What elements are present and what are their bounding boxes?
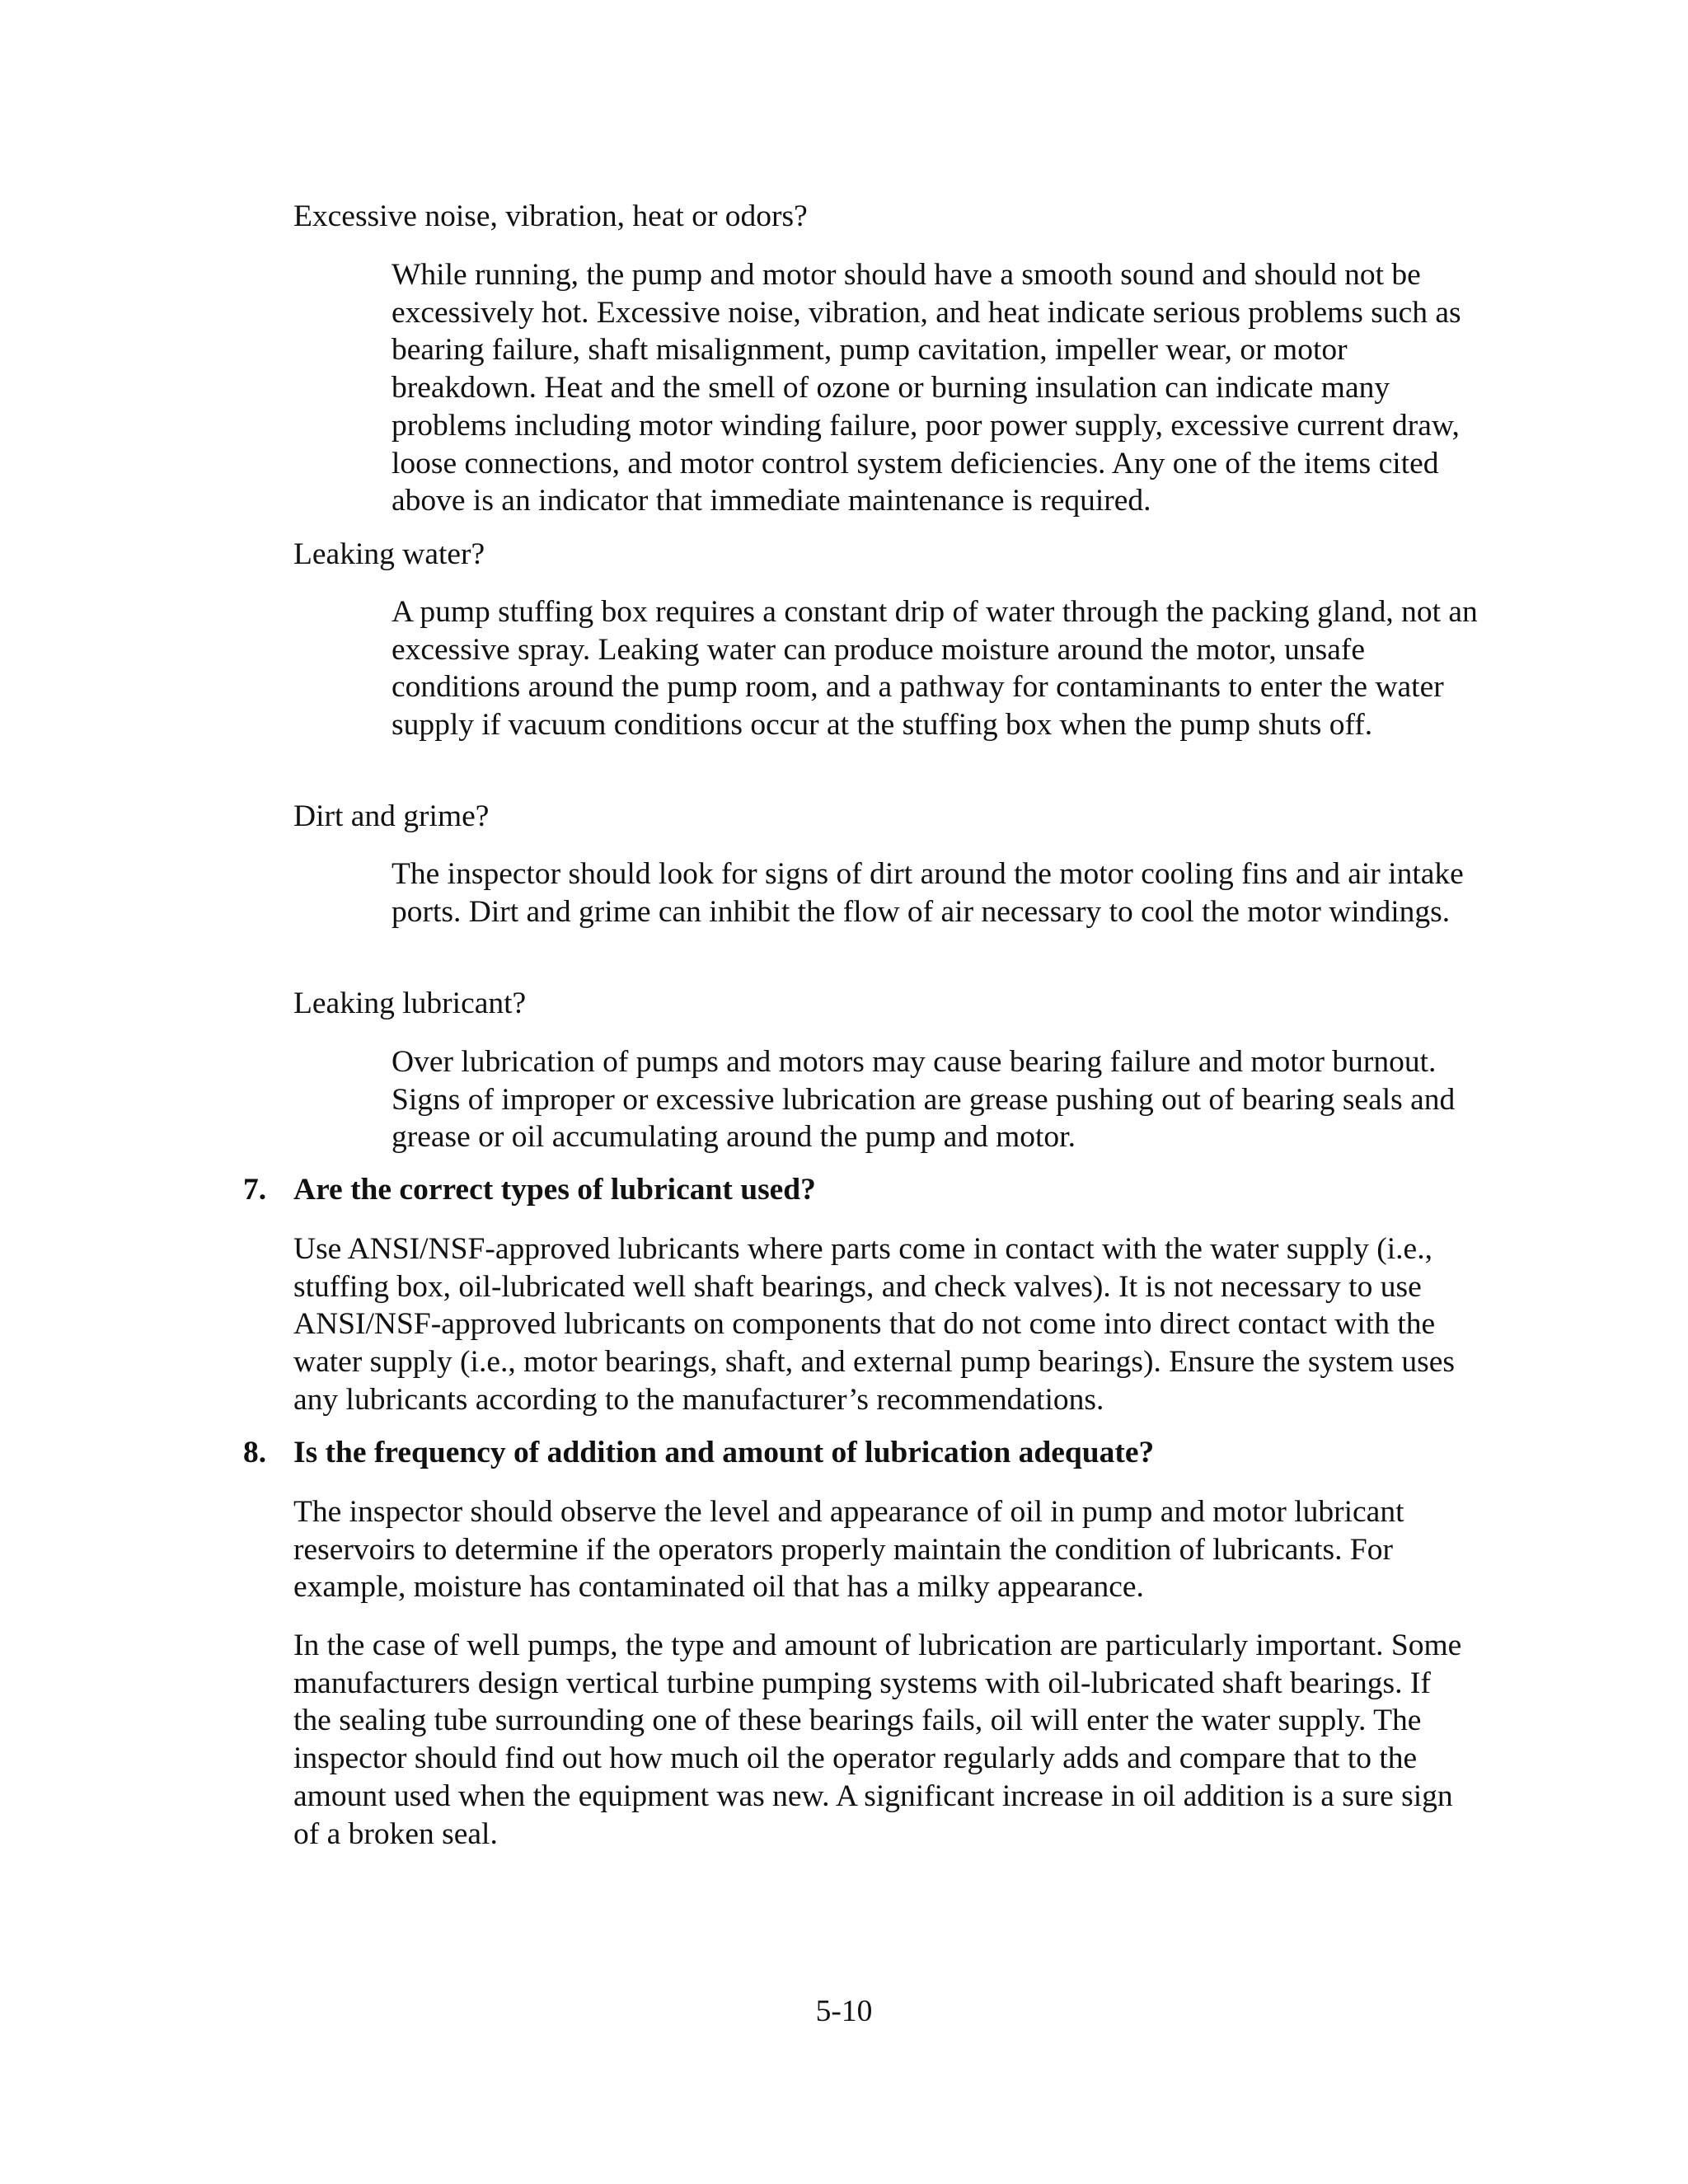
question-paragraph-8b: In the case of well pumps, the type and amount of lubrication are particularly important. Some manufacturers design vertical turbine pumping systems with oil-lubricated shaft bearings. If the sealing tube surrounding one of these bearings fails, oil will enter the water supply. The inspector should find out how much oil the operator regularly adds and compare that to the amount used when the equipment was new. A significant increase in oil addition is a sure sign of a broken seal. bbox=[293, 1629, 1462, 1851]
section-heading-leaking-water: Leaking water? bbox=[293, 537, 485, 571]
question-heading-7: Are the correct types of lubricant used? bbox=[293, 1173, 816, 1207]
question-number-8: 8. bbox=[243, 1436, 267, 1469]
question-heading-8: Is the frequency of addition and amount of lubrication adequate? bbox=[293, 1436, 1155, 1469]
section-paragraph-dirt: The inspector should look for signs of dirt around the motor cooling fins and air intake ports. Dirt and grime can inhibit the flow of air necessary to cool the motor windings. bbox=[392, 857, 1464, 929]
section-paragraph-leaking-lubricant: Over lubrication of pumps and motors may cause bearing failure and motor burnout. Signs of improper or excessive lubrication are grease pushing out of bearing seals and grease or oil accumulating around the pump and motor. bbox=[392, 1045, 1456, 1155]
question-paragraph-7: Use ANSI/NSF-approved lubricants where parts come in contact with the water supply (i.e., stuffing box, oil-lubricated well shaft bearings, and check valves). It is not necessary to use ANSI/NSF-approved lubricants on components that do not come into direct contact with the water supply (i.e., motor bearings, shaft, and external pump bearings). Ensure the system uses any lubricants according to the manufacturer’s recommendations. bbox=[293, 1232, 1456, 1417]
page-number: 5-10 bbox=[815, 1994, 873, 2028]
question-paragraph-8a: The inspector should observe the level and appearance of oil in pump and motor lubricant reservoirs to determine if the operators properly maintain the condition of lubricants. For example, moisture has contaminated oil that has a milky appearance. bbox=[293, 1495, 1404, 1605]
question-number-7: 7. bbox=[243, 1173, 267, 1207]
section-heading-noise: Excessive noise, vibration, heat or odors? bbox=[293, 199, 808, 233]
section-paragraph-leaking-water: A pump stuffing box requires a constant drip of water through the packing gland, not an excessive spray. Leaking water can produce moisture around the motor, unsafe conditions around the pump room, and a pathway for contaminants to enter the water supply if vacuum conditions occur at the stuffing box when the pump shuts off. bbox=[392, 595, 1478, 743]
section-paragraph-noise: While running, the pump and motor should have a smooth sound and should not be excessively hot. Excessive noise, vibration, and heat indicate serious problems such as bearing failure, shaft misalignment, pump cavitation, impeller wear, or motor breakdown. Heat and the smell of ozone or burning insulation can indicate many problems including motor winding failure, poor power supply, excessive current draw, loose connections, and motor control system deficiencies. Any one of the items cited above is an indicator that immediate maintenance is required. bbox=[392, 258, 1461, 518]
section-heading-dirt: Dirt and grime? bbox=[293, 799, 490, 833]
section-heading-leaking-lubricant: Leaking lubricant? bbox=[293, 987, 527, 1020]
